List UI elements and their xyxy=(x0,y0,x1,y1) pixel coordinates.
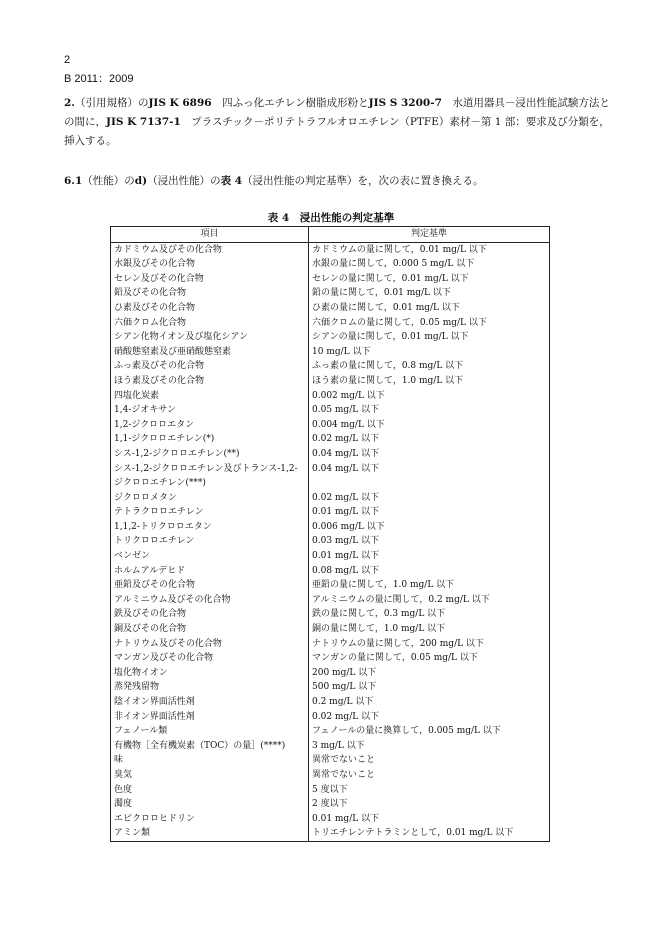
text: （性能）の xyxy=(82,175,135,187)
clause-number: 6.1 xyxy=(64,175,83,187)
row-item: ジクロロメタン xyxy=(111,491,309,506)
row-criterion: 3 mg/L 以下 xyxy=(309,739,550,754)
table-row xyxy=(111,374,550,389)
text: プラスチック－ポリテトラフルオロエチレン（PTFE）素材－第 1 部：要求及び分類を，挿入する。 xyxy=(64,116,610,147)
row-criterion: フェノールの量に換算して，0.005 mg/L 以下 xyxy=(309,724,550,739)
row-criterion: 5 度以下 xyxy=(309,783,550,798)
text: 四ふっ化エチレン樹脂成形粉と xyxy=(222,97,369,109)
row-criterion: トリエチレンテトラミンとして，0.01 mg/L 以下 xyxy=(309,826,550,841)
row-item: 鉛及びその化合物 xyxy=(111,286,309,301)
row-item: 水銀及びその化合物 xyxy=(111,257,309,272)
row-item: セレン及びその化合物 xyxy=(111,272,309,287)
row-item: 味 xyxy=(111,753,309,768)
row-item: 1,4-ジオキサン xyxy=(111,403,309,418)
row-criterion: 0.01 mg/L 以下 xyxy=(309,549,550,564)
table-row xyxy=(111,534,550,549)
row-item: 1,1-ジクロロエチレン(*) xyxy=(111,432,309,447)
row-item: 六価クロム化合物 xyxy=(111,316,309,331)
row-criterion: 0.01 mg/L 以下 xyxy=(309,812,550,827)
row-criterion: 2 度以下 xyxy=(309,797,550,812)
clause-number: 2. xyxy=(64,97,75,109)
table-row xyxy=(111,783,550,798)
row-item: 鉄及びその化合物 xyxy=(111,607,309,622)
item-ref: d) xyxy=(134,175,148,187)
row-item: ホルムアルデヒド xyxy=(111,564,309,579)
amendment-paragraph-2 xyxy=(64,172,612,191)
table-row xyxy=(111,462,550,491)
row-item: ふっ素及びその化合物 xyxy=(111,359,309,374)
row-item: 硝酸態窒素及び亜硝酸態窒素 xyxy=(111,345,309,360)
table-row xyxy=(111,418,550,433)
row-item: ナトリウム及びその化合物 xyxy=(111,637,309,652)
row-item: アルミニウム及びその化合物 xyxy=(111,593,309,608)
row-item: 1,2-ジクロロエタン xyxy=(111,418,309,433)
table-row xyxy=(111,330,550,345)
table-row xyxy=(111,432,550,447)
table-row xyxy=(111,549,550,564)
row-item: 銅及びその化合物 xyxy=(111,622,309,637)
row-item: 蒸発残留物 xyxy=(111,680,309,695)
row-item: ベンゼン xyxy=(111,549,309,564)
table-row xyxy=(111,301,550,316)
table-row xyxy=(111,812,550,827)
row-criterion: 0.04 mg/L 以下 xyxy=(309,447,550,462)
row-item: シス-1,2-ジクロロエチレン(**) xyxy=(111,447,309,462)
table-row xyxy=(111,768,550,783)
row-item: エピクロロヒドリン xyxy=(111,812,309,827)
row-criterion: 鉛の量に関して，0.01 mg/L 以下 xyxy=(309,286,550,301)
row-item: シアン化物イオン及び塩化シアン xyxy=(111,330,309,345)
table-row xyxy=(111,272,550,287)
table-row xyxy=(111,666,550,681)
table-caption: 表 4 浸出性能の判定基準 xyxy=(267,212,395,224)
criteria-table xyxy=(110,226,550,842)
row-criterion: 0.002 mg/L 以下 xyxy=(309,389,550,404)
table-ref: 表 4 xyxy=(220,175,243,187)
table-row xyxy=(111,491,550,506)
row-criterion: ひ素の量に関して，0.01 mg/L 以下 xyxy=(309,301,550,316)
header-criterion: 判定基準 xyxy=(309,227,550,243)
table-row xyxy=(111,753,550,768)
table-row xyxy=(111,257,550,272)
table-row xyxy=(111,359,550,374)
row-item: カドミウム及びその化合物 xyxy=(111,242,309,257)
row-criterion: ナトリウムの量に関して，200 mg/L 以下 xyxy=(309,637,550,652)
row-criterion: 銅の量に関して，1.0 mg/L 以下 xyxy=(309,622,550,637)
table-row xyxy=(111,593,550,608)
row-item: フェノール類 xyxy=(111,724,309,739)
row-item: 臭気 xyxy=(111,768,309,783)
table-row xyxy=(111,286,550,301)
standard-ref: JIS K 7137-1 xyxy=(106,116,181,128)
table-row xyxy=(111,316,550,331)
row-criterion: 0.02 mg/L 以下 xyxy=(309,432,550,447)
row-item: 塩化物イオン xyxy=(111,666,309,681)
table-row xyxy=(111,739,550,754)
text: （引用規格）の xyxy=(74,97,149,109)
table-row xyxy=(111,797,550,812)
row-criterion: 六価クロムの量に関して，0.05 mg/L 以下 xyxy=(309,316,550,331)
row-item: アミン類 xyxy=(111,826,309,841)
page-number: 2 xyxy=(64,54,71,66)
table-row xyxy=(111,345,550,360)
row-criterion: 異常でないこと xyxy=(309,768,550,783)
row-item: 陰イオン界面活性剤 xyxy=(111,695,309,710)
table-row xyxy=(111,651,550,666)
row-item: マンガン及びその化合物 xyxy=(111,651,309,666)
table-row xyxy=(111,578,550,593)
table-row xyxy=(111,242,550,257)
amendment-paragraph-1 xyxy=(64,94,612,151)
table-row xyxy=(111,710,550,725)
row-item: ほう素及びその化合物 xyxy=(111,374,309,389)
table-header-row xyxy=(111,227,550,243)
standard-ref: JIS K 6896 xyxy=(148,97,212,109)
row-criterion: 鉄の量に関して，0.3 mg/L 以下 xyxy=(309,607,550,622)
row-criterion: カドミウムの量に関して，0.01 mg/L 以下 xyxy=(309,242,550,257)
table-row xyxy=(111,695,550,710)
table-row xyxy=(111,505,550,520)
row-criterion: 0.03 mg/L 以下 xyxy=(309,534,550,549)
row-criterion: 0.05 mg/L 以下 xyxy=(309,403,550,418)
text: （浸出性能の判定基準）を，次の表に置き換える。 xyxy=(242,175,484,187)
row-criterion: ふっ素の量に関して，0.8 mg/L 以下 xyxy=(309,359,550,374)
row-item: 亜鉛及びその化合物 xyxy=(111,578,309,593)
standard-ref: JIS S 3200-7 xyxy=(368,97,442,109)
row-item: 四塩化炭素 xyxy=(111,389,309,404)
row-criterion: シアンの量に関して，0.01 mg/L 以下 xyxy=(309,330,550,345)
table-row xyxy=(111,447,550,462)
row-criterion: アルミニウムの量に関して，0.2 mg/L 以下 xyxy=(309,593,550,608)
row-criterion: 0.2 mg/L 以下 xyxy=(309,695,550,710)
row-item: テトラクロロエチレン xyxy=(111,505,309,520)
row-criterion: 10 mg/L 以下 xyxy=(309,345,550,360)
row-criterion: ほう素の量に関して，1.0 mg/L 以下 xyxy=(309,374,550,389)
row-criterion: 水銀の量に関して，0.000 5 mg/L 以下 xyxy=(309,257,550,272)
header-item: 項目 xyxy=(111,227,309,243)
row-criterion: 0.004 mg/L 以下 xyxy=(309,418,550,433)
row-criterion: 0.08 mg/L 以下 xyxy=(309,564,550,579)
row-item: 非イオン界面活性剤 xyxy=(111,710,309,725)
row-criterion: 500 mg/L 以下 xyxy=(309,680,550,695)
row-criterion: 0.04 mg/L 以下 xyxy=(309,462,550,491)
table-row xyxy=(111,564,550,579)
text: （浸出性能）の xyxy=(147,175,221,187)
table-row xyxy=(111,389,550,404)
row-criterion: 200 mg/L 以下 xyxy=(309,666,550,681)
standard-code: B 2011：2009 xyxy=(64,73,134,85)
row-criterion: 0.01 mg/L 以下 xyxy=(309,505,550,520)
row-criterion: 異常でないこと xyxy=(309,753,550,768)
row-item: 濁度 xyxy=(111,797,309,812)
table-row xyxy=(111,637,550,652)
table-row xyxy=(111,724,550,739)
text: 水道用器具－浸出性能試験方法との間に， xyxy=(64,97,610,128)
row-item: シス-1,2-ジクロロエチレン及びトランス-1,2-ジクロロエチレン(***) xyxy=(111,462,309,491)
row-item: ひ素及びその化合物 xyxy=(111,301,309,316)
row-criterion: マンガンの量に関して，0.05 mg/L 以下 xyxy=(309,651,550,666)
row-item: 有機物［全有機炭素（TOC）の量］(****) xyxy=(111,739,309,754)
table-row xyxy=(111,622,550,637)
table-row xyxy=(111,403,550,418)
row-criterion: 0.02 mg/L 以下 xyxy=(309,710,550,725)
row-criterion: セレンの量に関して，0.01 mg/L 以下 xyxy=(309,272,550,287)
row-item: トリクロロエチレン xyxy=(111,534,309,549)
row-criterion: 0.02 mg/L 以下 xyxy=(309,491,550,506)
row-criterion: 亜鉛の量に関して，1.0 mg/L 以下 xyxy=(309,578,550,593)
row-item: 1,1,2-トリクロロエタン xyxy=(111,520,309,535)
table-row xyxy=(111,826,550,841)
table-row xyxy=(111,680,550,695)
row-criterion: 0.006 mg/L 以下 xyxy=(309,520,550,535)
table-row xyxy=(111,607,550,622)
table-row xyxy=(111,520,550,535)
row-item: 色度 xyxy=(111,783,309,798)
